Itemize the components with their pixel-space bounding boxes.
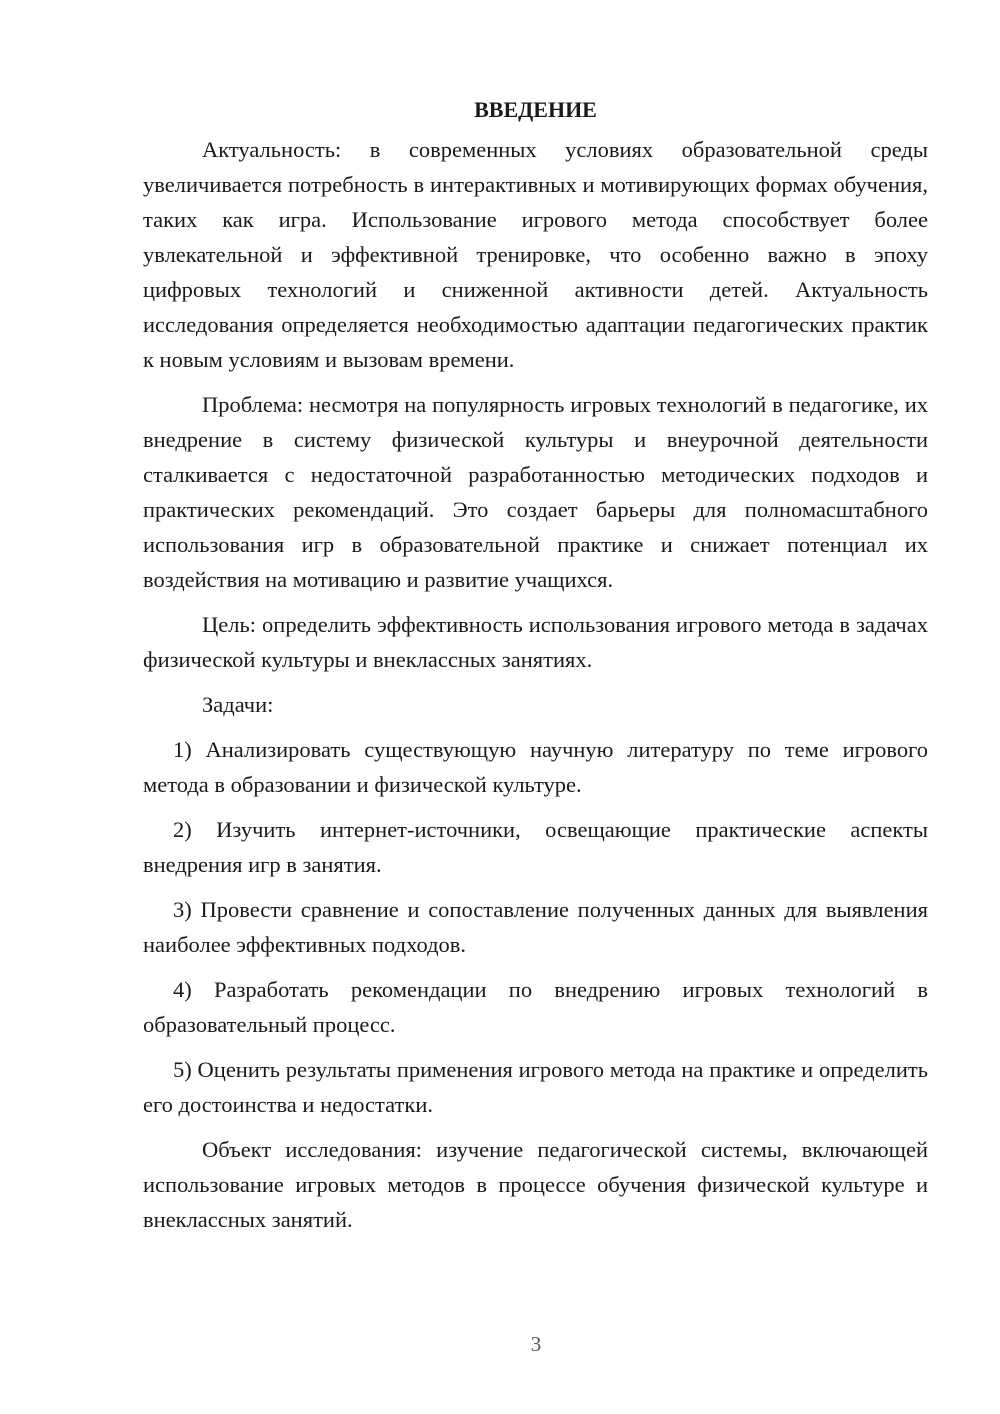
relevance-paragraph: Актуальность: в современных условиях образовательной среды увеличивается потребность в интерактивных и мотивирующих формах обучения, таких как игра. Использование игрового метода способствует более увлекательной и эффективной тренировке, что особенно важно в эпоху цифровых технологий и сниженной активности детей. Актуальность исследования определяется необходимостью адаптации педагогических практик к новым условиям и вызовам времени. <box>143 137 928 372</box>
task-item-1: 1) Анализировать существующую научную литературу по теме игрового метода в образовании и физической культуре. <box>143 737 928 797</box>
page-number: 3 <box>530 1332 542 1356</box>
object-paragraph: Объект исследования: изучение педагогической системы, включающей использование игровых методов в процессе обучения физической культуре и внеклассных занятий. <box>143 1137 928 1232</box>
task-item-5: 5) Оценить результаты применения игрового метода на практике и определить его достоинства и недостатки. <box>143 1057 928 1117</box>
goal-paragraph: Цель: определить эффективность использования игрового метода в задачах физической культуры и внеклассных занятиях. <box>143 612 928 672</box>
page-title: ВВЕДЕНИЕ <box>474 97 597 122</box>
task-item-3: 3) Провести сравнение и сопоставление полученных данных для выявления наиболее эффективных подходов. <box>143 897 928 957</box>
tasks-heading: Задачи: <box>202 692 274 717</box>
task-item-4: 4) Разработать рекомендации по внедрению игровых технологий в образовательный процесс. <box>143 977 928 1037</box>
problem-paragraph: Проблема: несмотря на популярность игровых технологий в педагогике, их внедрение в систему физической культуры и внеурочной деятельности сталкивается с недостаточной разработанностью методических подходов и практических рекомендаций. Это создает барьеры для полномасштабного использования игр в образовательной практике и снижает потенциал их воздействия на мотивацию и развитие учащихся. <box>143 392 928 592</box>
document-page <box>143 92 928 1237</box>
task-item-2: 2) Изучить интернет-источники, освещающие практические аспекты внедрения игр в занятия. <box>143 817 928 877</box>
